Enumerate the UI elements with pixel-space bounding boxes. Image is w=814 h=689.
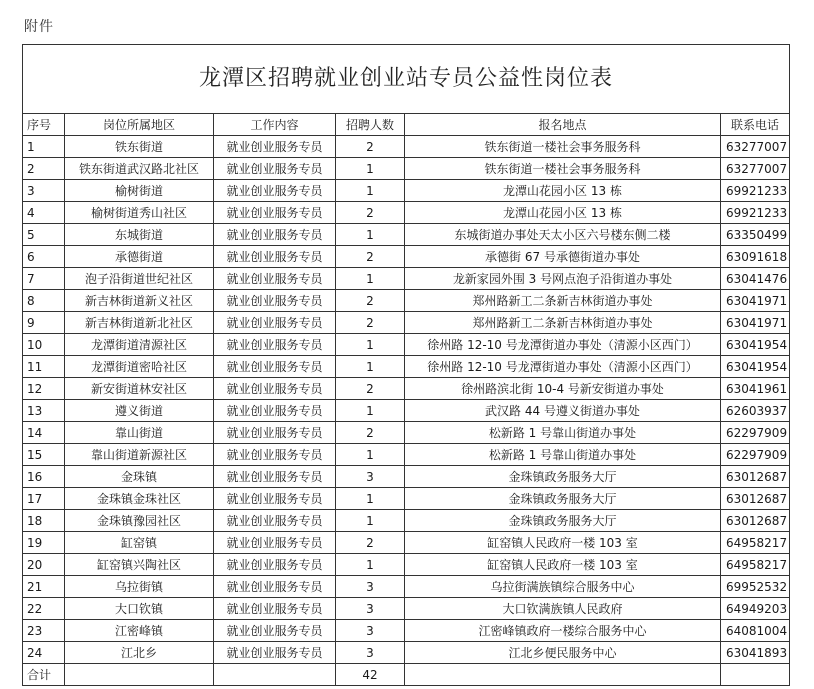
- cell-phone: 64081004: [721, 620, 790, 642]
- table-row: [23, 246, 790, 268]
- cell-count: 2: [336, 378, 405, 400]
- cell-phone: 62603937: [721, 400, 790, 422]
- table-title: 龙潭区招聘就业创业站专员公益性岗位表: [23, 45, 790, 114]
- cell-phone: 63041954: [721, 334, 790, 356]
- cell-work: 就业创业服务专员: [214, 422, 336, 444]
- cell-phone: 64958217: [721, 554, 790, 576]
- cell-count: 1: [336, 356, 405, 378]
- cell-location: 缸窑镇人民政府一楼 103 室: [405, 554, 721, 576]
- cell-work: 就业创业服务专员: [214, 356, 336, 378]
- cell-seq: 11: [23, 356, 65, 378]
- cell-count: 2: [336, 312, 405, 334]
- header-seq: 序号: [23, 114, 65, 136]
- cell-phone: 64949203: [721, 598, 790, 620]
- cell-work: 就业创业服务专员: [214, 554, 336, 576]
- cell-work: 就业创业服务专员: [214, 334, 336, 356]
- table-row: [23, 268, 790, 290]
- cell-seq: 8: [23, 290, 65, 312]
- table-row: [23, 356, 790, 378]
- cell-work: 就业创业服务专员: [214, 136, 336, 158]
- cell-phone: 69952532: [721, 576, 790, 598]
- cell-seq: 6: [23, 246, 65, 268]
- cell-count: 2: [336, 422, 405, 444]
- cell-location: 东城街道办事处天太小区六号楼东侧二楼: [405, 224, 721, 246]
- cell-area: 榆树街道: [65, 180, 214, 202]
- header-area: 岗位所属地区: [65, 114, 214, 136]
- table-row: [23, 576, 790, 598]
- cell-count: 3: [336, 598, 405, 620]
- cell-area: 金珠镇金珠社区: [65, 488, 214, 510]
- cell-area: 缸窑镇兴陶社区: [65, 554, 214, 576]
- cell-location: 大口钦满族镇人民政府: [405, 598, 721, 620]
- cell-location: 龙潭山花园小区 13 栋: [405, 180, 721, 202]
- cell-phone: 63012687: [721, 510, 790, 532]
- cell-phone: 63350499: [721, 224, 790, 246]
- table-row: [23, 444, 790, 466]
- table-row: [23, 312, 790, 334]
- cell-area: 江北乡: [65, 642, 214, 664]
- table-row: [23, 202, 790, 224]
- cell-seq: 1: [23, 136, 65, 158]
- cell-seq: 3: [23, 180, 65, 202]
- table-row: [23, 510, 790, 532]
- table-row: [23, 290, 790, 312]
- positions-table: [22, 44, 790, 686]
- table-row: [23, 554, 790, 576]
- cell-area: 新吉林街道新义社区: [65, 290, 214, 312]
- cell-count: 1: [336, 510, 405, 532]
- cell-seq: 19: [23, 532, 65, 554]
- cell-work: 就业创业服务专员: [214, 268, 336, 290]
- cell-seq: 9: [23, 312, 65, 334]
- cell-location: 武汉路 44 号遵义街道办事处: [405, 400, 721, 422]
- cell-seq: 13: [23, 400, 65, 422]
- header-location: 报名地点: [405, 114, 721, 136]
- cell-area: 靠山街道: [65, 422, 214, 444]
- total-empty-cell: [405, 664, 721, 686]
- cell-area: 新安街道林安社区: [65, 378, 214, 400]
- cell-location: 缸窑镇人民政府一楼 103 室: [405, 532, 721, 554]
- cell-phone: 63041971: [721, 312, 790, 334]
- total-row: [23, 664, 790, 686]
- cell-work: 就业创业服务专员: [214, 158, 336, 180]
- cell-seq: 12: [23, 378, 65, 400]
- cell-location: 乌拉街满族镇综合服务中心: [405, 576, 721, 598]
- attachment-label: 附件: [24, 19, 54, 35]
- cell-phone: 69921233: [721, 180, 790, 202]
- table-row: [23, 224, 790, 246]
- cell-seq: 16: [23, 466, 65, 488]
- cell-seq: 22: [23, 598, 65, 620]
- cell-phone: 63041971: [721, 290, 790, 312]
- cell-work: 就业创业服务专员: [214, 510, 336, 532]
- cell-phone: 63091618: [721, 246, 790, 268]
- cell-count: 2: [336, 246, 405, 268]
- cell-work: 就业创业服务专员: [214, 598, 336, 620]
- cell-location: 金珠镇政务服务大厅: [405, 488, 721, 510]
- table-row: [23, 334, 790, 356]
- cell-seq: 7: [23, 268, 65, 290]
- cell-area: 江密峰镇: [65, 620, 214, 642]
- cell-count: 3: [336, 466, 405, 488]
- cell-location: 郑州路新工二条新吉林街道办事处: [405, 312, 721, 334]
- cell-count: 1: [336, 158, 405, 180]
- table-row: [23, 158, 790, 180]
- cell-count: 1: [336, 268, 405, 290]
- cell-location: 龙潭山花园小区 13 栋: [405, 202, 721, 224]
- cell-seq: 14: [23, 422, 65, 444]
- header-phone: 联系电话: [721, 114, 790, 136]
- cell-count: 1: [336, 444, 405, 466]
- cell-seq: 23: [23, 620, 65, 642]
- table-row: [23, 136, 790, 158]
- cell-area: 承德街道: [65, 246, 214, 268]
- cell-area: 乌拉街镇: [65, 576, 214, 598]
- total-count: 42: [336, 664, 405, 686]
- table-row: [23, 180, 790, 202]
- cell-phone: 63041476: [721, 268, 790, 290]
- cell-work: 就业创业服务专员: [214, 202, 336, 224]
- cell-seq: 4: [23, 202, 65, 224]
- total-empty-cell: [65, 664, 214, 686]
- cell-work: 就业创业服务专员: [214, 312, 336, 334]
- table-header-row: [23, 114, 790, 136]
- cell-work: 就业创业服务专员: [214, 378, 336, 400]
- cell-phone: 62297909: [721, 444, 790, 466]
- cell-location: 铁东街道一楼社会事务服务科: [405, 158, 721, 180]
- table-row: [23, 400, 790, 422]
- cell-count: 3: [336, 576, 405, 598]
- cell-work: 就业创业服务专员: [214, 620, 336, 642]
- cell-count: 1: [336, 334, 405, 356]
- cell-location: 铁东街道一楼社会事务服务科: [405, 136, 721, 158]
- table-row: [23, 598, 790, 620]
- cell-work: 就业创业服务专员: [214, 466, 336, 488]
- cell-count: 2: [336, 202, 405, 224]
- table-row: [23, 620, 790, 642]
- cell-work: 就业创业服务专员: [214, 444, 336, 466]
- table-row: [23, 532, 790, 554]
- cell-area: 铁东街道: [65, 136, 214, 158]
- cell-phone: 64958217: [721, 532, 790, 554]
- cell-location: 松新路 1 号靠山街道办事处: [405, 422, 721, 444]
- cell-location: 金珠镇政务服务大厅: [405, 466, 721, 488]
- cell-area: 大口钦镇: [65, 598, 214, 620]
- cell-count: 1: [336, 488, 405, 510]
- total-empty-cell: [214, 664, 336, 686]
- cell-location: 松新路 1 号靠山街道办事处: [405, 444, 721, 466]
- cell-location: 江北乡便民服务中心: [405, 642, 721, 664]
- cell-phone: 63041961: [721, 378, 790, 400]
- table-row: [23, 642, 790, 664]
- table-row: [23, 488, 790, 510]
- cell-count: 1: [336, 180, 405, 202]
- cell-phone: 63012687: [721, 466, 790, 488]
- cell-seq: 20: [23, 554, 65, 576]
- cell-work: 就业创业服务专员: [214, 488, 336, 510]
- cell-location: 金珠镇政务服务大厅: [405, 510, 721, 532]
- cell-area: 龙潭街道密哈社区: [65, 356, 214, 378]
- cell-area: 金珠镇: [65, 466, 214, 488]
- cell-count: 2: [336, 290, 405, 312]
- cell-count: 2: [336, 136, 405, 158]
- cell-count: 3: [336, 620, 405, 642]
- cell-seq: 17: [23, 488, 65, 510]
- cell-seq: 5: [23, 224, 65, 246]
- cell-location: 江密峰镇政府一楼综合服务中心: [405, 620, 721, 642]
- cell-area: 泡子沿街道世纪社区: [65, 268, 214, 290]
- cell-phone: 62297909: [721, 422, 790, 444]
- cell-phone: 69921233: [721, 202, 790, 224]
- cell-area: 榆树街道秀山社区: [65, 202, 214, 224]
- cell-count: 1: [336, 224, 405, 246]
- cell-phone: 63041893: [721, 642, 790, 664]
- cell-count: 1: [336, 400, 405, 422]
- table-row: [23, 422, 790, 444]
- cell-area: 金珠镇豫园社区: [65, 510, 214, 532]
- cell-seq: 18: [23, 510, 65, 532]
- cell-work: 就业创业服务专员: [214, 532, 336, 554]
- cell-work: 就业创业服务专员: [214, 400, 336, 422]
- cell-area: 龙潭街道清源社区: [65, 334, 214, 356]
- cell-phone: 63041954: [721, 356, 790, 378]
- cell-count: 1: [336, 554, 405, 576]
- cell-work: 就业创业服务专员: [214, 224, 336, 246]
- cell-location: 徐州路滨北街 10-4 号新安街道办事处: [405, 378, 721, 400]
- cell-area: 缸窑镇: [65, 532, 214, 554]
- cell-location: 徐州路 12-10 号龙潭街道办事处（清源小区西门）: [405, 356, 721, 378]
- cell-area: 靠山街道新源社区: [65, 444, 214, 466]
- cell-area: 铁东街道武汉路北社区: [65, 158, 214, 180]
- cell-work: 就业创业服务专员: [214, 180, 336, 202]
- cell-area: 东城街道: [65, 224, 214, 246]
- cell-work: 就业创业服务专员: [214, 290, 336, 312]
- cell-location: 徐州路 12-10 号龙潭街道办事处（清源小区西门）: [405, 334, 721, 356]
- cell-area: 新吉林街道新北社区: [65, 312, 214, 334]
- cell-seq: 15: [23, 444, 65, 466]
- header-count: 招聘人数: [336, 114, 405, 136]
- table-row: [23, 466, 790, 488]
- cell-count: 3: [336, 642, 405, 664]
- table-body: [23, 136, 790, 664]
- cell-location: 郑州路新工二条新吉林街道办事处: [405, 290, 721, 312]
- cell-work: 就业创业服务专员: [214, 642, 336, 664]
- cell-area: 遵义街道: [65, 400, 214, 422]
- table-row: [23, 378, 790, 400]
- cell-seq: 24: [23, 642, 65, 664]
- cell-seq: 21: [23, 576, 65, 598]
- cell-work: 就业创业服务专员: [214, 246, 336, 268]
- cell-phone: 63277007: [721, 158, 790, 180]
- cell-location: 龙新家园外围 3 号网点泡子沿街道办事处: [405, 268, 721, 290]
- cell-phone: 63277007: [721, 136, 790, 158]
- cell-phone: 63012687: [721, 488, 790, 510]
- total-empty-cell: [721, 664, 790, 686]
- cell-seq: 2: [23, 158, 65, 180]
- cell-count: 2: [336, 532, 405, 554]
- cell-seq: 10: [23, 334, 65, 356]
- cell-work: 就业创业服务专员: [214, 576, 336, 598]
- cell-location: 承德街 67 号承德街道办事处: [405, 246, 721, 268]
- header-work: 工作内容: [214, 114, 336, 136]
- total-label: 合计: [23, 664, 65, 686]
